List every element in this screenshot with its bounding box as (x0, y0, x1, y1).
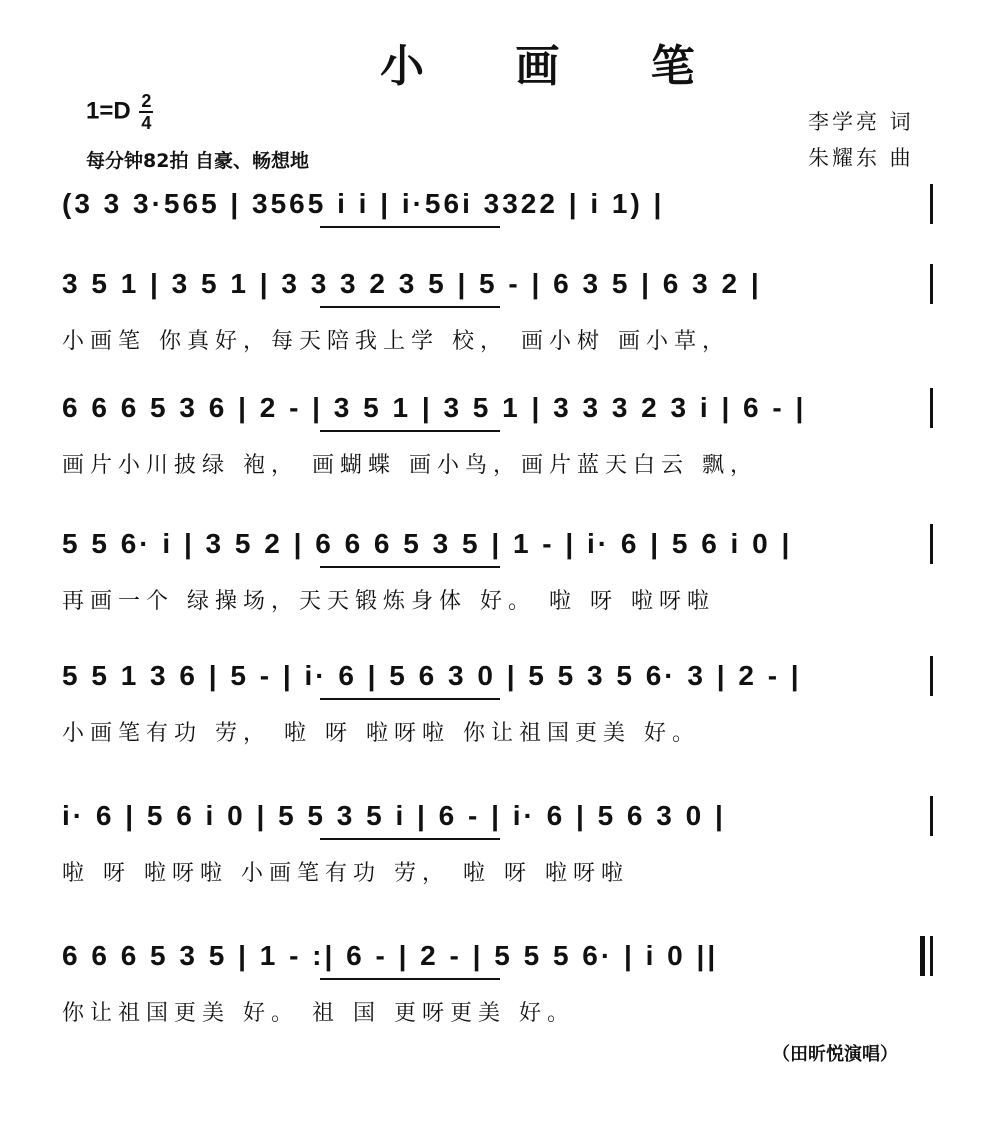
lyrics-row: 画片小川披绿 袍， 画蝴蝶 画小鸟，画片蓝天白云 飘， (62, 453, 758, 478)
rhythm-underline (320, 698, 500, 700)
lyrics-row: 你让祖国更美 好。 祖 国 更呀更美 好。 (62, 1001, 575, 1026)
closing-barline (930, 524, 933, 564)
lyrics-row: 小画笔有功 劳， 啦 呀 啦呀啦 你让祖国更美 好。 (62, 721, 700, 746)
rhythm-underline (320, 978, 500, 980)
lyrics-row: 小画笔 你真好，每天陪我上学 校， 画小树 画小草， (62, 329, 730, 354)
rhythm-underline (320, 566, 500, 568)
closing-barline (930, 388, 933, 428)
notation-row: 5 5 1 3 6 | 5 - | i· 6 | 5 6 3 0 | 5 5 3 5 6· 3 | 2 - | (62, 660, 802, 691)
closing-barline (930, 184, 933, 224)
song-title: 小 画 笔 (380, 41, 733, 92)
notation-row: (3 3 3·565 | 3565 i i | i·56i 3322 | i 1) | (62, 188, 665, 219)
lyricist-credit: 李学亮 词 (808, 110, 914, 134)
time-signature (139, 92, 153, 132)
closing-barline (930, 796, 933, 836)
lyrics-row: 啦 呀 啦呀啦 小画笔有功 劳， 啦 呀 啦呀啦 (62, 861, 629, 886)
key-text: 1=D (86, 97, 131, 125)
rhythm-underline (320, 226, 500, 228)
notation-row: 6 6 6 5 3 5 | 1 - :| 6 - | 2 - | 5 5 5 6· | i 0 || (62, 940, 719, 971)
notation-row: 6 6 6 5 3 6 | 2 - | 3 5 1 | 3 5 1 | 3 3 3 2 3 i | 6 - | (62, 392, 807, 423)
rhythm-underline (320, 838, 500, 840)
notation-row: 5 5 6· i | 3 5 2 | 6 6 6 5 3 5 | 1 - | i· 6 | 5 6 i 0 | (62, 528, 793, 559)
rhythm-underline (320, 430, 500, 432)
rhythm-underline (320, 306, 500, 308)
final-barline (920, 936, 925, 976)
time-sig-bottom: 4 (141, 113, 152, 133)
closing-barline (930, 656, 933, 696)
notation-row: i· 6 | 5 6 i 0 | 5 5 3 5 i | 6 - | i· 6 | 5 6 3 0 | (62, 800, 726, 831)
time-sig-top: 2 (141, 91, 152, 111)
notation-row: 3 5 1 | 3 5 1 | 3 3 3 2 3 5 | 5 - | 6 3 5 | 6 3 2 | (62, 268, 762, 299)
closing-barline (930, 936, 933, 976)
performer-credit: （田昕悦演唱） (772, 1044, 898, 1065)
composer-credit: 朱耀东 曲 (808, 146, 914, 170)
tempo-marking: 每分钟82拍 自豪、畅想地 (86, 150, 310, 172)
closing-barline (930, 264, 933, 304)
key-signature (86, 92, 153, 132)
lyrics-row: 再画一个 绿操场，天天锻炼身体 好。 啦 呀 啦呀啦 (62, 589, 715, 614)
